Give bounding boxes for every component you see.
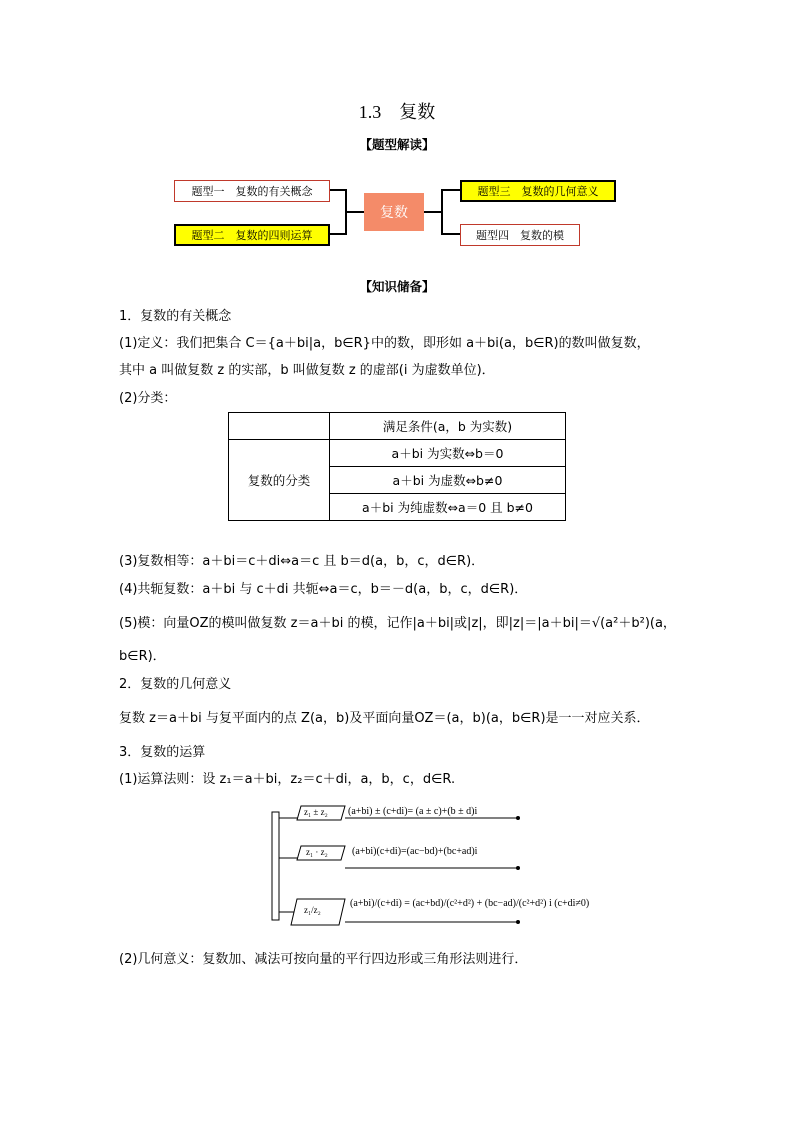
section-heading-types: 【题型解读】: [359, 137, 435, 152]
type-1-box: 题型一 复数的有关概念: [174, 180, 330, 202]
geometric-meaning-line: 复数 z＝a＋bi 与复平面内的点 Z(a，b)及平面向量OZ＝(a，b)(a，b∈R)是一一对应关系．: [119, 711, 650, 726]
page-title: 1.3 复数: [358, 102, 436, 122]
op-mul-formula: (a+bi)(c+di)=(ac−bd)+(bc+ad)i: [352, 846, 478, 857]
type-3-box: 题型三 复数的几何意义: [460, 180, 616, 202]
op-mul-label: z₁ · z₂: [306, 847, 328, 857]
equality-line: (3)复数相等：a＋bi＝c＋di⇔a＝c 且 b＝d(a，b，c，d∈R)．: [119, 554, 485, 569]
modulus-line-2: b∈R)．: [119, 649, 166, 664]
classification-label: (2)分类：: [119, 391, 177, 406]
table-row-label: 复数的分类: [229, 440, 330, 521]
definition-line-2: 其中 a 叫做复数 z 的实部，b 叫做复数 z 的虚部(i 为虚数单位)．: [119, 363, 495, 378]
heading-1: 1．复数的有关概念: [119, 309, 232, 324]
modulus-line-1: (5)模：向量OZ的模叫做复数 z＝a＋bi 的模，记作|a＋bi|或|z|，即|z|＝|a＋bi|＝√(a²＋b²)(a，: [119, 616, 676, 631]
definition-line-1: (1)定义：我们把集合 C＝{a＋bi|a，b∈R}中的数，即形如 a＋bi(a，b∈R)的数叫做复数，: [119, 336, 650, 351]
table-cell-real: a＋bi 为实数⇔b＝0: [330, 440, 566, 467]
table-cell-pure-imaginary: a＋bi 为纯虚数⇔a＝0 且 b≠0: [330, 494, 566, 521]
type-2-box: 题型二 复数的四则运算: [174, 224, 330, 246]
table-cell-imaginary: a＋bi 为虚数⇔b≠0: [330, 467, 566, 494]
operations-rule-line: (1)运算法则：设 z₁＝a＋bi，z₂＝c＋di，a，b，c，d∈R.: [119, 772, 456, 787]
op-div-formula: (a+bi)/(c+di) = (ac+bd)/(c²+d²) + (bc−ad)/(c²+d²) i (c+di≠0): [350, 898, 590, 909]
heading-2: 2．复数的几何意义: [119, 677, 232, 692]
op-add-formula: (a+bi) ± (c+di)= (a ± c)+(b ± d)i: [348, 806, 478, 817]
section-heading-knowledge: 【知识储备】: [359, 279, 435, 294]
geometric-ops-line: (2)几何意义：复数加、减法可按向量的平行四边形或三角形法则进行．: [119, 952, 528, 967]
type-4-box: 题型四 复数的模: [460, 224, 580, 246]
heading-3: 3．复数的运算: [119, 745, 206, 760]
center-box: 复数: [364, 193, 424, 231]
op-add-label: z₁ ± z₂: [304, 807, 328, 817]
table-header: 满足条件(a，b 为实数): [330, 413, 566, 440]
conjugate-line: (4)共轭复数：a＋bi 与 c＋di 共轭⇔a＝c，b＝－d(a，b，c，d∈R)．: [119, 582, 528, 597]
op-div-label: z₁/z₂: [304, 905, 321, 915]
